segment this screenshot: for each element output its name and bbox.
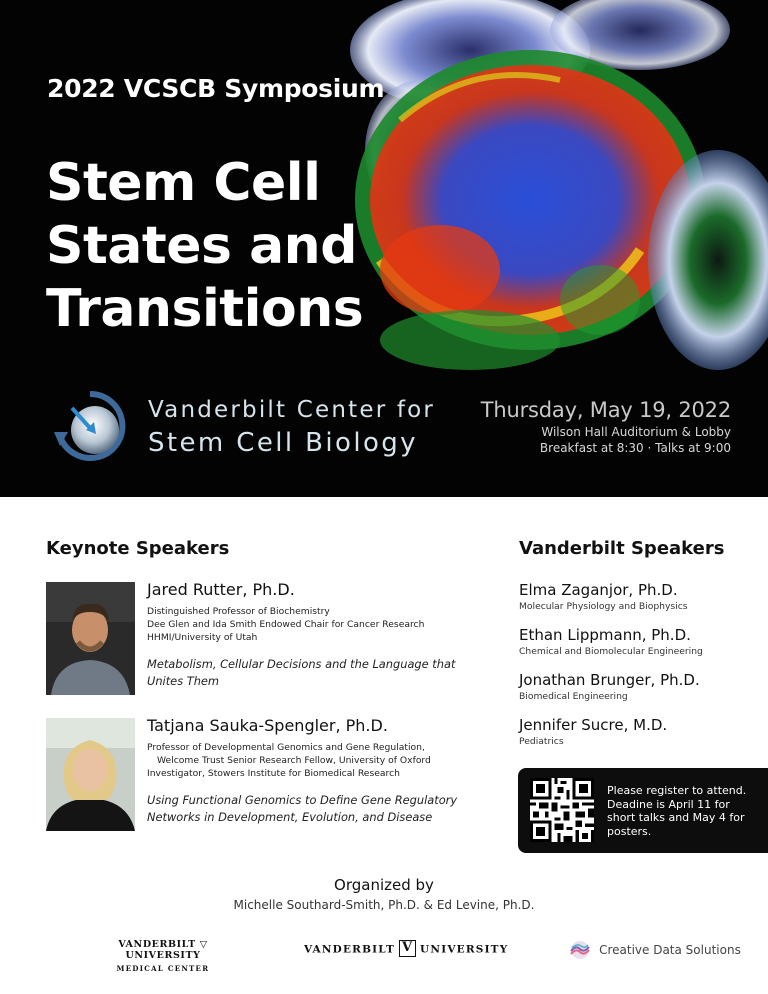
logo-text: UNIVERSITY: [125, 950, 201, 961]
affiliation-line: Welcome Trust Senior Research Fellow, University of Oxford: [157, 755, 431, 766]
event-venue: Wilson Hall Auditorium & Lobby: [541, 425, 731, 439]
affiliation-line: Dee Glen and Ida Smith Endowed Chair for Cancer Research: [147, 619, 425, 630]
speaker-department: Pediatrics: [519, 736, 564, 747]
speaker-department: Chemical and Biomolecular Engineering: [519, 646, 703, 657]
speaker-name: Tatjana Sauka-Spengler, Ph.D.: [147, 716, 388, 735]
talk-title: Using Functional Genomics to Define Gene Regulatory Networks in Development, Evolution, and Disease: [147, 793, 458, 824]
keynote-speaker: [147, 716, 487, 826]
list-item: [519, 715, 759, 760]
center-name-line: Stem Cell Biology: [148, 428, 418, 458]
creative-data-solutions-logo-icon: [568, 940, 592, 960]
speaker-department: Biomedical Engineering: [519, 691, 628, 702]
oak-leaf-icon: ▽: [199, 939, 208, 950]
speaker-photo: [46, 582, 135, 695]
vumc-logo: [98, 939, 228, 973]
stem-cell-logo-icon: [50, 386, 130, 464]
event-schedule: Breakfast at 8:30 · Talks at 9:00: [539, 441, 731, 455]
list-item: [519, 625, 759, 670]
vanderbilt-heading: Vanderbilt Speakers: [519, 538, 725, 559]
speaker-name: Jared Rutter, Ph.D.: [147, 580, 295, 599]
vanderbilt-speaker-list: [519, 580, 759, 760]
event-title: 2022 VCSCB Symposium: [47, 74, 385, 103]
symposium-title: [46, 152, 363, 341]
speaker-name: Ethan Lippmann, Ph.D.: [519, 626, 691, 644]
cds-logo: [568, 939, 741, 960]
center-name: [148, 394, 435, 460]
keynote-heading: Keynote Speakers: [46, 538, 230, 559]
vanderbilt-v-icon: [399, 940, 416, 957]
logo-text: MEDICAL CENTER: [116, 964, 210, 973]
event-date: Thursday, May 19, 2022: [480, 398, 731, 422]
list-item: [519, 670, 759, 715]
center-name-line: Vanderbilt Center for: [148, 397, 436, 423]
vu-logo: [304, 941, 508, 958]
title-line: Transitions: [46, 279, 364, 339]
speaker-name: Elma Zaganjor, Ph.D.: [519, 581, 678, 599]
qr-code-icon[interactable]: [530, 778, 594, 842]
speaker-affiliations: [147, 741, 487, 780]
event-details: [481, 396, 731, 456]
title-line: Stem Cell: [46, 153, 321, 213]
talk-title: Metabolism, Cellular Decisions and the Language that Unites Them: [147, 657, 456, 688]
affiliation-line: Investigator, Stowers Institute for Biomedical Research: [147, 768, 400, 779]
affiliation-line: Professor of Developmental Genomics and Gene Regulation,: [147, 742, 425, 753]
organizer-names: Michelle Southard-Smith, Ph.D. & Ed Levine, Ph.D.: [233, 898, 535, 912]
list-item: [519, 580, 759, 625]
logo-text: VANDERBILT: [118, 939, 196, 950]
registration-text: Please register to attend. Deadine is April 11 for short talks and May 4 for posters.: [607, 784, 747, 838]
logo-text: Creative Data Solutions: [599, 942, 741, 957]
title-line: States and: [46, 216, 357, 276]
speaker-department: Molecular Physiology and Biophysics: [519, 601, 688, 612]
speaker-photo: [46, 718, 135, 831]
speaker-affiliations: [147, 605, 487, 644]
registration-box: [518, 768, 768, 853]
logo-text: VANDERBILT: [304, 943, 396, 956]
affiliation-line: Distinguished Professor of Biochemistry: [147, 606, 330, 617]
speaker-name: Jennifer Sucre, M.D.: [519, 716, 668, 734]
logo-text: UNIVERSITY: [420, 943, 509, 956]
organized-by-heading: Organized by: [334, 876, 434, 894]
keynote-speaker: [147, 580, 487, 690]
speaker-name: Jonathan Brunger, Ph.D.: [519, 671, 700, 689]
affiliation-line: HHMI/University of Utah: [147, 632, 258, 643]
